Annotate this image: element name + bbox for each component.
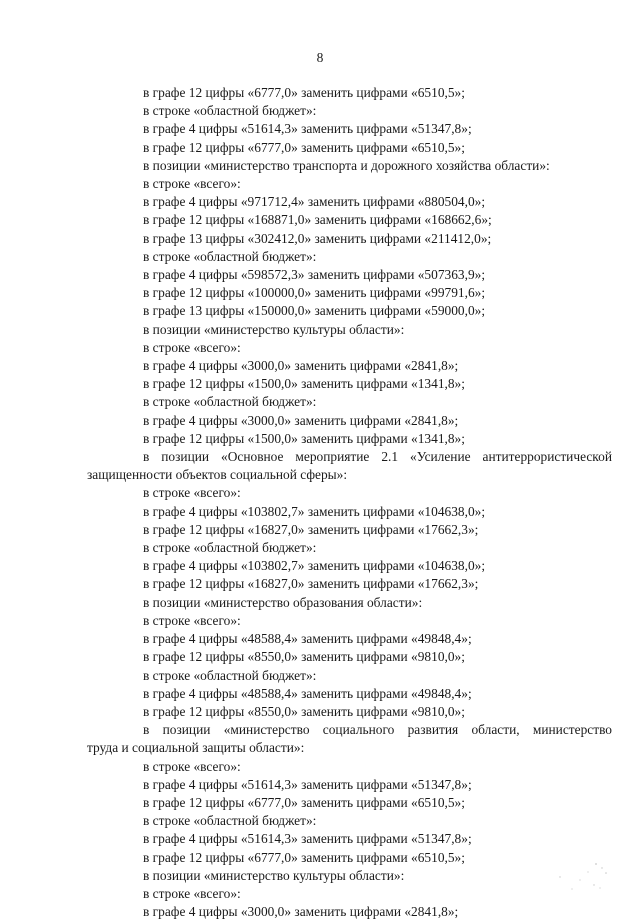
text-line: в строке «областной бюджет»: bbox=[143, 394, 317, 410]
text-line: в строке «областной бюджет»: bbox=[143, 667, 317, 683]
text-line: в графе 12 цифры «1500,0» заменить цифрами «1341,8»; bbox=[143, 376, 465, 392]
text-line: в графе 12 цифры «16827,0» заменить цифрами «17662,3»; bbox=[143, 521, 479, 537]
text-line: труда и социальной защиты области»: bbox=[87, 740, 305, 756]
text-line: в графе 12 цифры «6777,0» заменить цифрами «6510,5»; bbox=[143, 794, 465, 810]
text-line: в графе 4 цифры «971712,4» заменить цифрами «880504,0»; bbox=[143, 194, 486, 210]
text-line: в графе 12 цифры «6777,0» заменить цифрами «6510,5»; bbox=[143, 139, 465, 155]
text-line: в графе 12 цифры «6777,0» заменить цифрами «6510,5»; bbox=[143, 85, 465, 100]
text-line: в графе 4 цифры «48588,4» заменить цифрами «49848,4»; bbox=[143, 631, 472, 647]
text-line: в графе 4 цифры «48588,4» заменить цифрами «49848,4»; bbox=[143, 685, 472, 701]
text-line: в позиции «министерство культуры области»: bbox=[143, 867, 405, 883]
text-line: в строке «всего»: bbox=[143, 339, 241, 355]
text-line: в строке «всего»: bbox=[143, 885, 241, 901]
text-line: в графе 12 цифры «16827,0» заменить цифрами «17662,3»; bbox=[143, 576, 479, 592]
text-line: в графе 13 цифры «150000,0» заменить цифрами «59000,0»; bbox=[143, 303, 486, 319]
text-line: защищенности объектов социальной сферы»: bbox=[87, 467, 348, 483]
text-line: в позиции «министерство социального развития области, министерство bbox=[143, 722, 612, 738]
text-line: в графе 4 цифры «3000,0» заменить цифрами «2841,8»; bbox=[143, 412, 459, 428]
text-line: в графе 12 цифры «8550,0» заменить цифрами «9810,0»; bbox=[143, 649, 465, 665]
text-line: в графе 12 цифры «168871,0» заменить цифрами «168662,6»; bbox=[143, 212, 492, 228]
text-line: в графе 12 цифры «6777,0» заменить цифрами «6510,5»; bbox=[143, 849, 465, 865]
text-line: в позиции «министерство образования области»: bbox=[143, 594, 423, 610]
text-line: в графе 13 цифры «302412,0» заменить цифрами «211412,0»; bbox=[143, 230, 492, 246]
text-line: в графе 12 цифры «100000,0» заменить цифрами «99791,6»; bbox=[143, 285, 486, 301]
text-line: в графе 4 цифры «3000,0» заменить цифрами «2841,8»; bbox=[143, 904, 459, 920]
text-line: в графе 4 цифры «103802,7» заменить цифрами «104638,0»; bbox=[143, 503, 486, 519]
text-line: в графе 4 цифры «51614,3» заменить цифрами «51347,8»; bbox=[143, 776, 472, 792]
text-line: в строке «всего»: bbox=[143, 485, 241, 501]
text-line: в графе 4 цифры «598572,3» заменить цифрами «507363,9»; bbox=[143, 267, 486, 283]
text-line: в строке «всего»: bbox=[143, 612, 241, 628]
text-line: в строке «областной бюджет»: bbox=[143, 540, 317, 556]
text-line: в позиции «министерство транспорта и дорожного хозяйства области»: bbox=[143, 157, 550, 173]
text-line: в графе 12 цифры «8550,0» заменить цифрами «9810,0»; bbox=[143, 703, 465, 719]
text-line: в графе 4 цифры «103802,7» заменить цифрами «104638,0»; bbox=[143, 558, 486, 574]
text-line: в позиции «министерство культуры области»: bbox=[143, 321, 405, 337]
text-line: в строке «всего»: bbox=[143, 758, 241, 774]
text-line: в графе 4 цифры «51614,3» заменить цифрами «51347,8»; bbox=[143, 831, 472, 847]
text-line: в строке «областной бюджет»: bbox=[143, 813, 317, 829]
text-line: в строке «областной бюджет»: bbox=[143, 248, 317, 264]
page-number: 8 bbox=[316, 50, 324, 65]
text-line: в графе 4 цифры «3000,0» заменить цифрами «2841,8»; bbox=[143, 358, 459, 374]
text-line: в позиции «Основное мероприятие 2.1 «Усиление антитеррористической bbox=[143, 449, 612, 465]
text-line: в строке «всего»: bbox=[143, 176, 241, 192]
scan-noise bbox=[536, 858, 616, 898]
amendments-text bbox=[87, 84, 612, 921]
text-line: в графе 4 цифры «51614,3» заменить цифрами «51347,8»; bbox=[143, 121, 472, 137]
text-line: в графе 12 цифры «1500,0» заменить цифрами «1341,8»; bbox=[143, 430, 465, 446]
text-line: в строке «областной бюджет»: bbox=[143, 103, 317, 119]
